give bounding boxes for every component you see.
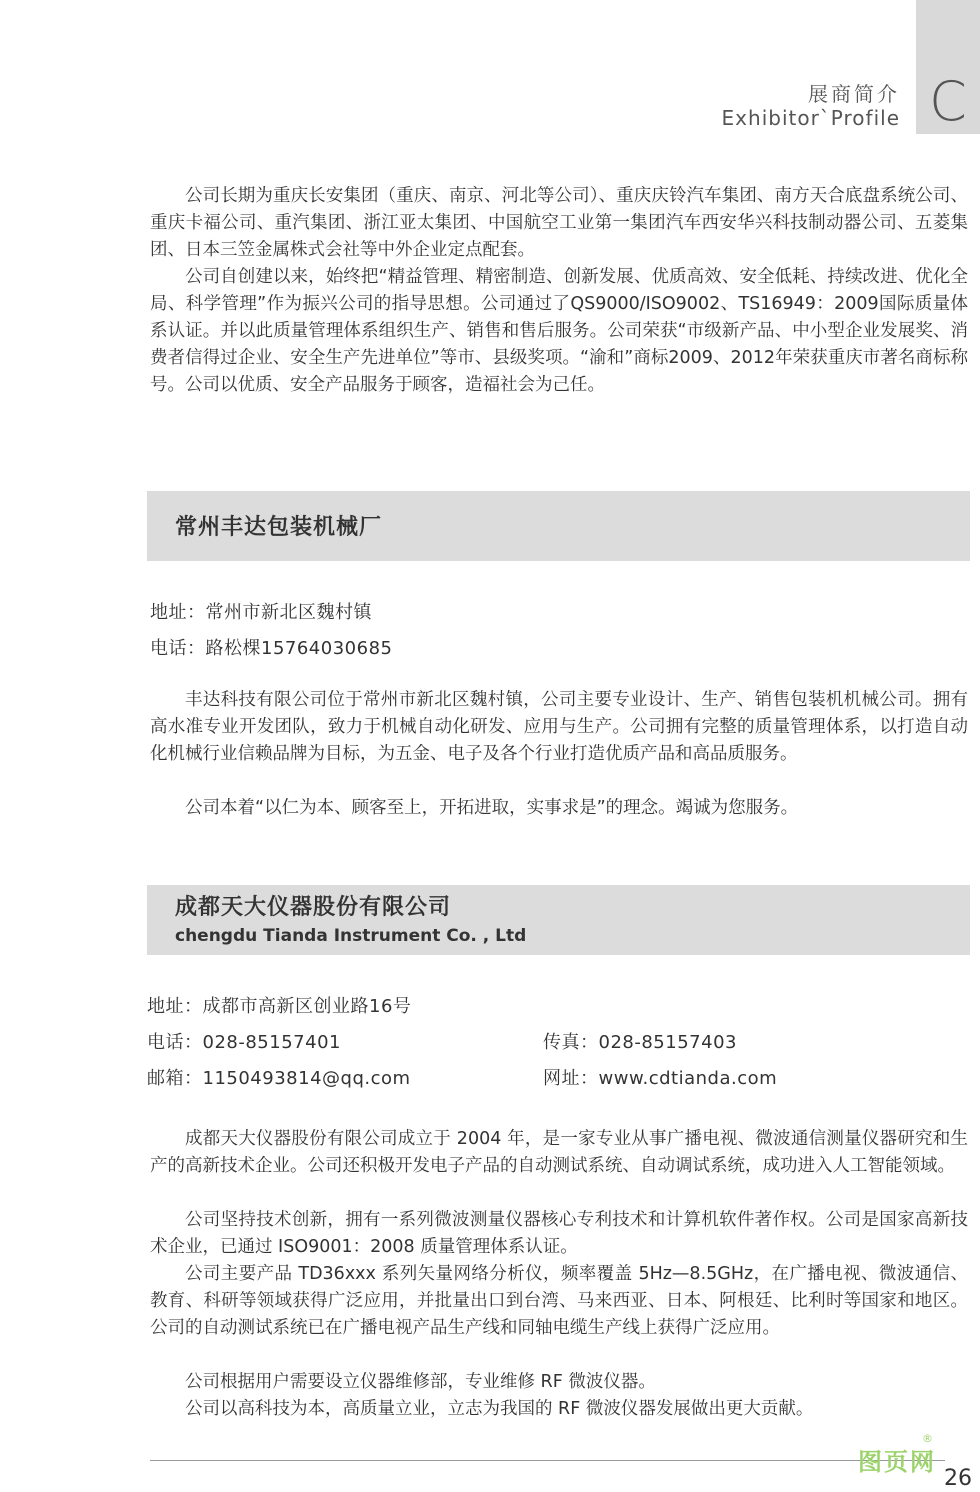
intro-paragraph: 公司自创建以来，始终把“精益管理、精密制造、创新发展、优质高效、安全低耗、持续改进、优化全局、科学管理”作为振兴公司的指导思想。公司通过了QS9000/ISO9002、TS16949：2009国际质量体系认证。并以此质量管理体系组织生产、销售和售后服务。公司荣获“市级新产品、中小型企业发展奖、消费者信得过企业、安全生产先进单位”等市、县级奖项。“渝和”商标2009、2012年荣获重庆市著名商标称号。公司以优质、安全产品服务于顾客，造福社会为己任。	[150, 267, 968, 395]
header-title-cn: 展商简介	[808, 82, 900, 106]
company-name: 常州丰达包装机械厂	[175, 515, 383, 540]
watermark: 图页网	[858, 1448, 936, 1476]
company-paragraph: 公司本着“以仁为本、顾客至上，开拓进取，实事求是”的理念。竭诚为您服务。	[185, 798, 799, 818]
company-phone: 电话：028-85157401	[147, 1032, 341, 1053]
company-email: 邮箱：1150493814@qq.com	[147, 1068, 411, 1089]
page-number: 26	[944, 1466, 972, 1491]
section-letter: C	[929, 70, 967, 133]
company-name-en: chengdu Tianda Instrument Co. , Ltd	[175, 926, 527, 946]
watermark-mark: ®	[922, 1432, 933, 1445]
company-paragraph: 公司以高科技为本，高质量立业，立志为我国的 RF 微波仪器发展做出更大贡献。	[185, 1399, 814, 1419]
company-paragraph: 公司根据用户需要设立仪器维修部，专业维修 RF 微波仪器。	[185, 1372, 656, 1392]
company-fax: 传真：028-85157403	[543, 1032, 737, 1053]
company-website: 网址：www.cdtianda.com	[543, 1068, 778, 1089]
header-title-en: Exhibitor`Profile	[721, 106, 900, 130]
company-paragraph: 公司主要产品 TD36xxx 系列矢量网络分析仪，频率覆盖 5Hz—8.5GHz，在广播电视、微波通信、教育、科研等领域获得广泛应用，并批量出口到台湾、马来西亚、日本、阿根廷、比利时等国家和地区。公司的自动测试系统已在广播电视产品生产线和同轴电缆生产线上获得广泛应用。	[150, 1264, 968, 1338]
company-address: 地址：成都市高新区创业路16号	[147, 996, 412, 1017]
company-paragraph: 成都天大仪器股份有限公司成立于 2004 年，是一家专业从事广播电视、微波通信测量仪器研究和生产的高新技术企业。公司还积极开发电子产品的自动测试系统、自动调试系统，成功进入人工智能领域。	[150, 1129, 968, 1176]
company-address: 地址：常州市新北区魏村镇	[150, 602, 372, 623]
company-paragraph: 公司坚持技术创新，拥有一系列微波测量仪器核心专利技术和计算机软件著作权。公司是国家高新技术企业，已通过 ISO9001：2008 质量管理体系认证。	[150, 1210, 968, 1257]
company-paragraph: 丰达科技有限公司位于常州市新北区魏村镇，公司主要专业设计、生产、销售包装机机械公司。拥有高水准专业开发团队，致力于机械自动化研发、应用与生产。公司拥有完整的质量管理体系，以打造自动化机械行业信赖品牌为目标，为五金、电子及各个行业打造优质产品和高品质服务。	[150, 690, 968, 764]
intro-paragraph: 公司长期为重庆长安集团（重庆、南京、河北等公司）、重庆庆铃汽车集团、南方天合底盘系统公司、重庆卡福公司、重汽集团、浙江亚太集团、中国航空工业第一集团汽车西安华兴科技制动器公司、五菱集团、日本三笠金属株式会社等中外企业定点配套。	[150, 186, 968, 260]
footer-divider	[150, 1460, 945, 1461]
company-phone: 电话：路松棵15764030685	[150, 638, 393, 659]
company-name: 成都天大仪器股份有限公司	[175, 895, 452, 920]
